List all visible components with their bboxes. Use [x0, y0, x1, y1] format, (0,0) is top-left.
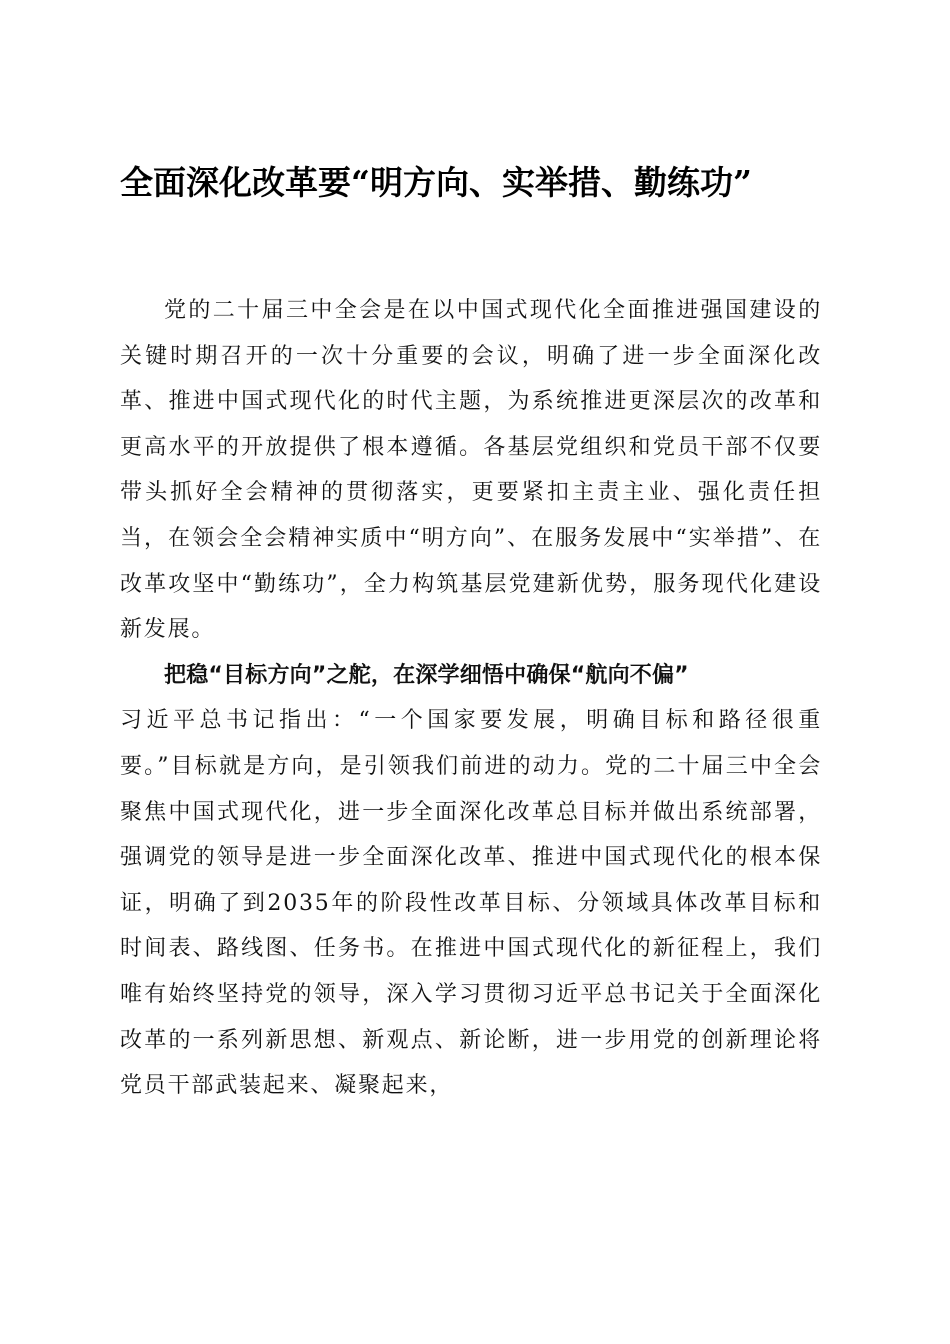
- section-paragraph: 习近平总书记指出：“一个国家要发展，明确目标和路径很重要。”目标就是方向，是引领我们前进的动力。党的二十届三中全会聚焦中国式现代化，进一步全面深化改革总目标并做出系统部署，强调党的领导是进一步全面深化改革、推进中国式现代化的根本保证，明确了到2035年的阶段性改革目标、分领域具体改革目标和时间表、路线图、任务书。在推进中国式现代化的新征程上，我们唯有始终坚持党的领导，深入学习贯彻习近平总书记关于全面深化改革的一系列新思想、新观点、新论断，进一步用党的创新理论将党员干部武装起来、凝聚起来，: [120, 708, 822, 1099]
- document-body: [120, 288, 822, 1109]
- document-title: 全面深化改革要“明方向、实举措、勤练功”: [120, 163, 752, 202]
- intro-paragraph: 党的二十届三中全会是在以中国式现代化全面推进强国建设的关键时期召开的一次十分重要的会议，明确了进一步全面深化改革、推进中国式现代化的时代主题，为系统推进更深层次的改革和更高水平的开放提供了根本遵循。各基层党组织和党员干部不仅要带头抓好全会精神的贯彻落实，更要紧扣主责主业、强化责任担当，在领会全会精神实质中“明方向”、在服务发展中“实举措”、在改革攻坚中“勤练功”，全力构筑基层党建新优势，服务现代化建设新发展。: [120, 298, 822, 643]
- section-heading: 把稳“目标方向”之舵，在深学细悟中确保“航向不偏”: [164, 662, 689, 688]
